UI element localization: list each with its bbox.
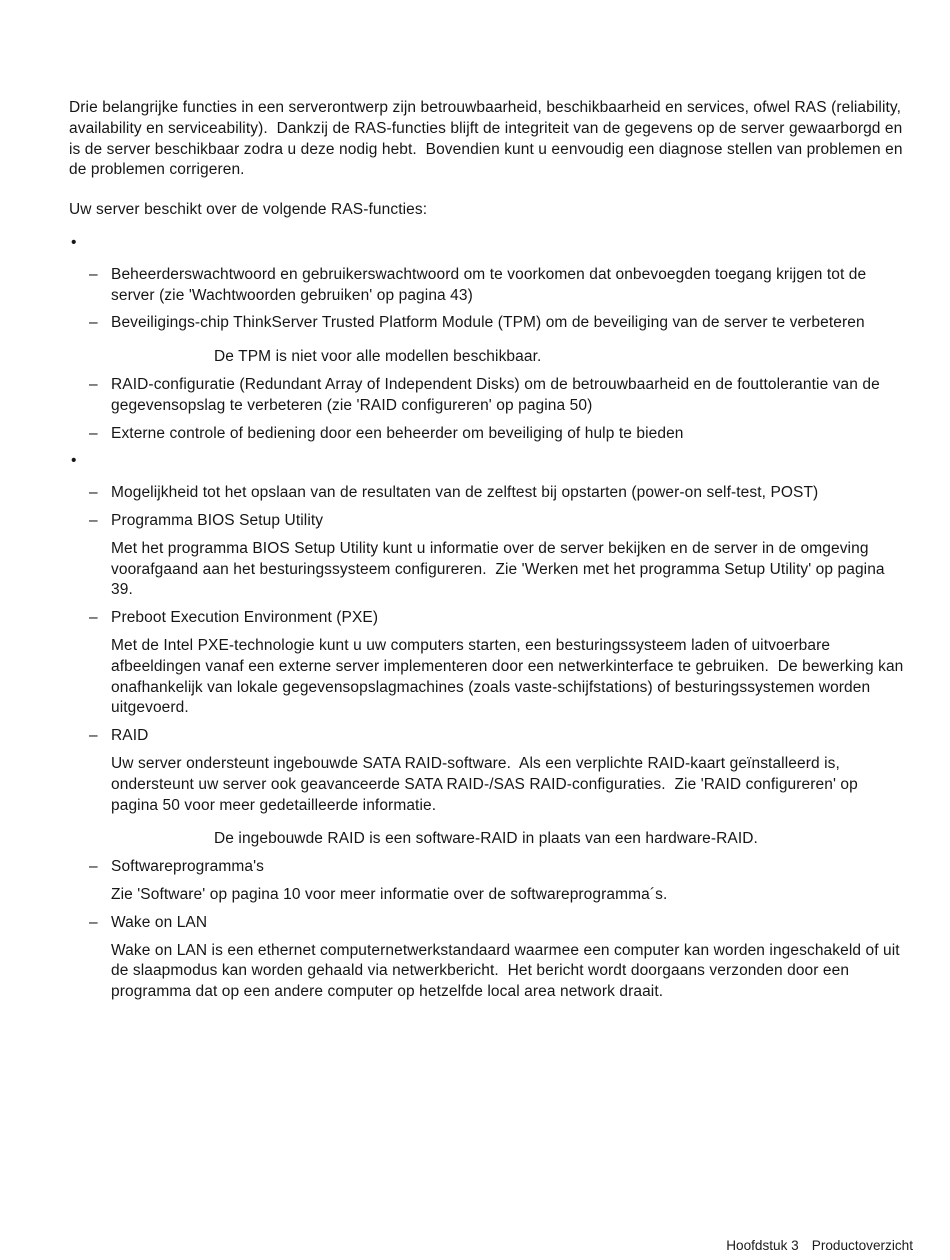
ras-feature-list <box>69 233 908 1003</box>
feature-item-text: Softwareprogramma's <box>111 858 265 876</box>
bullet-group <box>69 451 908 1003</box>
dash-icon: – <box>89 727 98 745</box>
dash-icon: – <box>89 314 98 332</box>
feature-item-text: Preboot Execution Environment (PXE) <box>111 609 379 627</box>
feature-item-text: RAID <box>111 727 149 745</box>
feature-item-text: Externe controle of bediening door een beheerder om beveiliging of hulp te bieden <box>111 424 684 442</box>
feature-item-body <box>111 608 908 719</box>
feature-item-body <box>111 313 904 368</box>
bullet-icon: • <box>71 452 77 470</box>
feature-item-body <box>111 511 904 601</box>
feature-item-body <box>111 857 904 906</box>
feature-item-text: Programma BIOS Setup Utility <box>111 511 324 529</box>
feature-item <box>69 857 904 906</box>
feature-item-paragraph: Met het programma BIOS Setup Utility kunt u informatie over de server bekijken en de server in de omgeving voorafgaand aan het besturingssysteem configureren. Zie 'Werken met het programma Setup Utility' op pagina 39. <box>111 539 890 599</box>
bullet-marker-line <box>69 233 904 254</box>
feature-item <box>69 424 904 445</box>
dash-icon: – <box>89 511 98 529</box>
feature-item <box>69 375 904 417</box>
feature-item-body <box>111 483 904 504</box>
page-content <box>69 98 908 1010</box>
feature-item-note: De ingebouwde RAID is een software-RAID in plaats van een hardware-RAID. <box>214 830 758 848</box>
feature-item <box>69 608 908 719</box>
feature-item <box>69 726 904 850</box>
feature-item-note: De TPM is niet voor alle modellen beschikbaar. <box>214 348 542 366</box>
feature-item-text: Beheerderswachtwoord en gebruikerswachtwoord om te voorkomen dat onbevoegden toegang krijgen tot de server (zie 'Wachtwoorden gebruiken' op pagina 43) <box>111 265 871 304</box>
ras-list-lead-in: Uw server beschikt over de volgende RAS-functies: <box>69 201 428 219</box>
bullet-marker-line <box>69 451 904 472</box>
dash-icon: – <box>89 609 98 627</box>
dash-icon: – <box>89 424 98 442</box>
feature-item-body <box>111 265 904 307</box>
feature-item-paragraph: Wake on LAN is een ethernet computernetwerkstandaard waarmee een computer kan worden ingeschakeld of uit de slaapmodus kan worden gehaald via netwerkbericht. Het bericht wordt doorgaans verzonden door een programma dat op een andere computer op hetzelfde local area network draait. <box>111 941 905 1001</box>
dash-icon: – <box>89 913 98 931</box>
feature-item <box>69 265 904 307</box>
feature-item <box>69 913 904 1003</box>
feature-item-paragraph: Zie 'Software' op pagina 10 voor meer informatie over de softwareprogramma´s. <box>111 885 668 903</box>
feature-item <box>69 483 904 504</box>
dash-icon: – <box>89 858 98 876</box>
bullet-group <box>69 233 904 444</box>
feature-item-paragraph: Met de Intel PXE-technologie kunt u uw computers starten, een besturingssysteem laden of uitvoerbare afbeeldingen vanaf een externe server implementeren door een netwerkinterface te gebruiken. De bewerking kan onafhankelijk van lokale gegevensopslagmachines (zoals vaste-schijfstations) of besturingssystemen worden uitgevoerd. <box>111 636 908 717</box>
feature-item-text: RAID-configuratie (Redundant Array of Independent Disks) om de betrouwbaarheid en de fouttolerantie van de gegevensopslag te verbeteren (zie 'RAID configureren' op pagina 50) <box>111 375 885 414</box>
feature-item <box>69 313 904 368</box>
page-footer <box>726 1237 913 1254</box>
feature-item-body <box>111 726 904 850</box>
feature-item-body <box>111 375 904 417</box>
feature-item <box>69 511 904 601</box>
feature-item-body <box>111 424 904 445</box>
footer-chapter-label: Hoofdstuk 3 <box>726 1238 799 1253</box>
feature-item-text: Wake on LAN <box>111 913 208 931</box>
feature-item-body <box>111 913 904 1003</box>
bullet-icon: • <box>71 233 77 251</box>
dash-icon: – <box>89 265 98 283</box>
dash-icon: – <box>89 484 98 502</box>
dash-icon: – <box>89 375 98 393</box>
ras-intro-paragraph: Drie belangrijke functies in een serverontwerp zijn betrouwbaarheid, beschikbaarheid en services, ofwel RAS (reliability, availability en serviceability). Dankzij de RAS-functies blijft de integriteit van de gegevens op de server gewaarborgd en is de server beschikbaar zodra u deze nodig hebt. Bovendien kunt u eenvoudig een diagnose stellen van problemen en de problemen corrigeren. <box>69 99 907 179</box>
feature-item-paragraph: Uw server ondersteunt ingebouwde SATA RAID-software. Als een verplichte RAID-kaart geïnstalleerd is, ondersteunt uw server ook geavanceerde SATA RAID-/SAS RAID-configuraties. Zie 'RAID configureren' op pagina 50 voor meer gedetailleerde informatie. <box>111 754 863 814</box>
feature-item-text: Beveiligings-chip ThinkServer Trusted Platform Module (TPM) om de beveiliging van de server te verbeteren <box>111 314 865 332</box>
feature-item-text: Mogelijkheid tot het opslaan van de resultaten van de zelftest bij opstarten (power-on self-test, POST) <box>111 484 819 502</box>
footer-section-label: Productoverzicht <box>811 1238 913 1253</box>
